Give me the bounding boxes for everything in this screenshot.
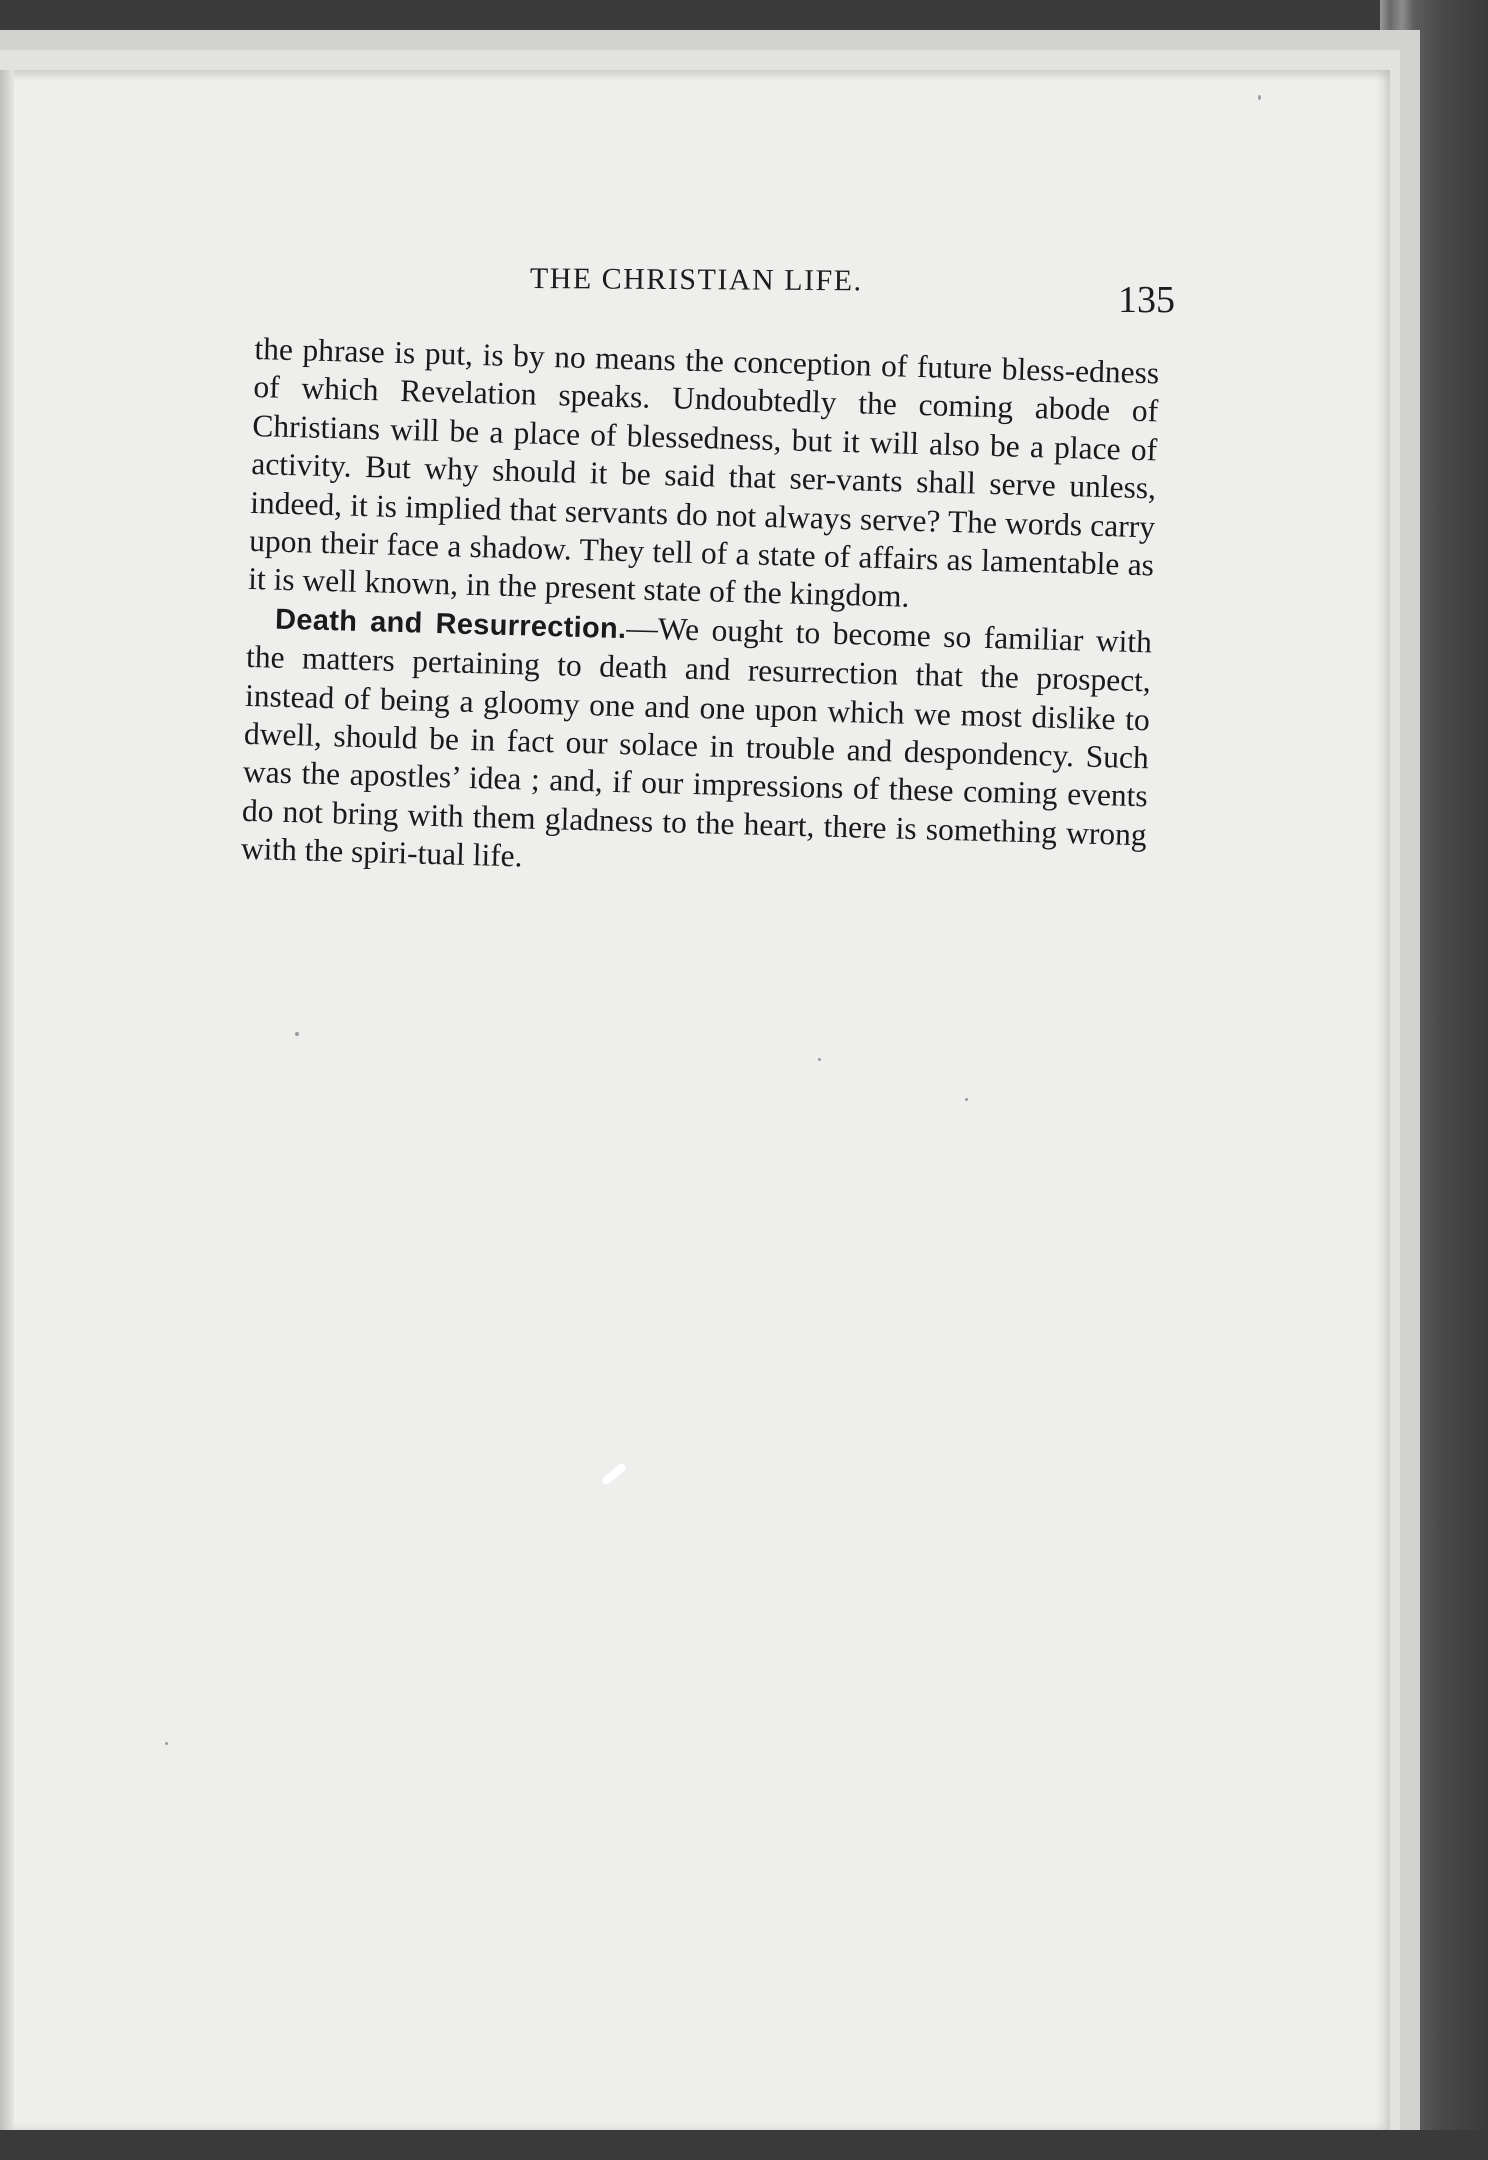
dust-speck	[1258, 95, 1261, 100]
running-head: THE CHRISTIAN LIFE.	[529, 262, 863, 298]
page-number: 135	[1118, 279, 1175, 321]
dust-speck	[965, 1098, 968, 1101]
paragraph-2-body: —We ought to become so familiar with the matters pertaining to death and resurrection that the prospect, instead of being a gloomy one and one upon which we most dislike to dwell, should be in fact our solace in trouble and despondency. Such was the apostles’ idea ; and, if our impressions of these coming events do not bring with them gladness to the heart, there is something wrong with the spiri-tual life.	[240, 610, 1153, 874]
body-text	[240, 330, 1159, 893]
dust-speck	[295, 1032, 299, 1036]
side-heading: Death and Resurrection.	[274, 603, 627, 645]
paragraph-2	[240, 599, 1152, 893]
dust-speck	[165, 1742, 168, 1745]
paragraph-1: the phrase is put, is by no means the conception of future bless-edness of which Revelation speaks. Undoubtedly the coming abode of Christians will be a place of blessedness, but it will also be a place of activity. But why should it be said that ser-vants shall serve unless, indeed, it is implied that servants do not always serve? The words carry upon their face a shadow. They tell of a state of affairs as lamentable as it is well known, in the present state of the kingdom.	[247, 330, 1160, 615]
bottom-border	[0, 2130, 1488, 2160]
dust-speck	[818, 1058, 821, 1061]
page-gutter	[0, 70, 14, 2130]
